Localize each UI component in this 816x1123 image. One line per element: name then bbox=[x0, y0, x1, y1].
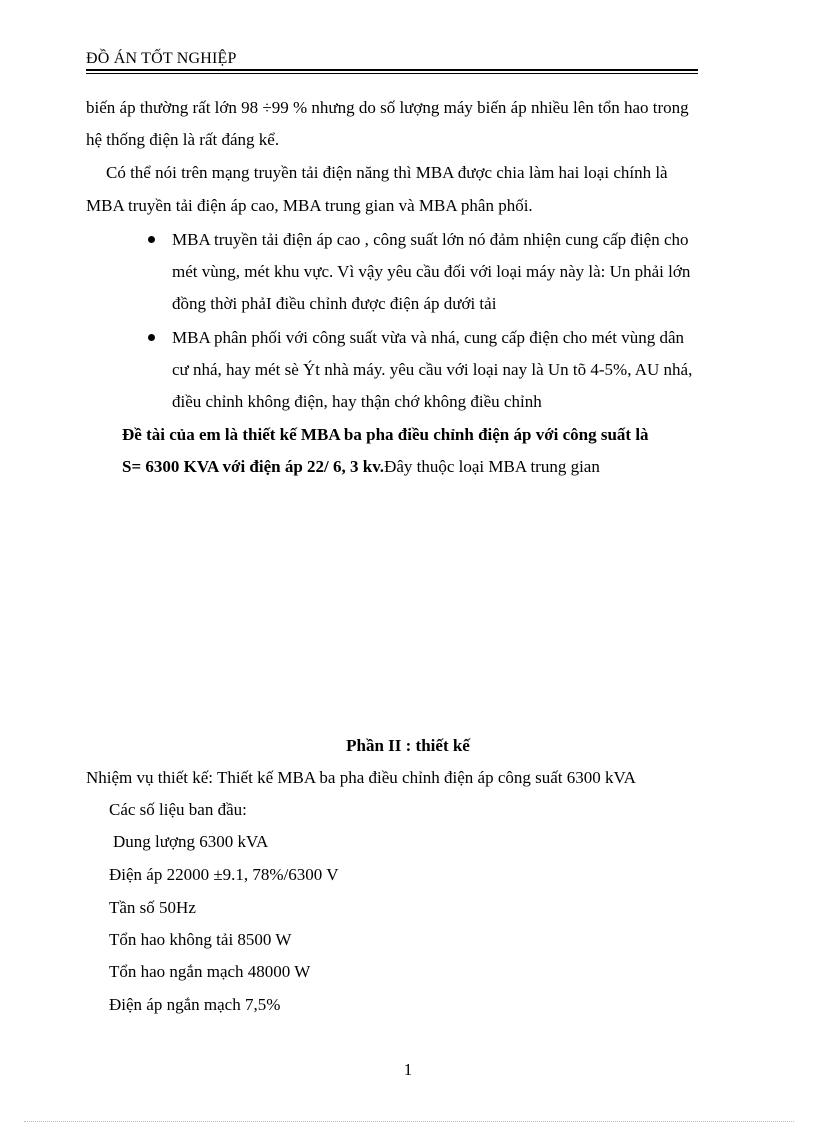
spec-short-circuit-voltage: Điện áp ngắn mạch 7,5% bbox=[109, 995, 281, 1014]
header-rule-thick bbox=[86, 69, 698, 71]
bullet-1-line-1: MBA truyền tải điện áp cao , công suất lớn nó đảm nhiện cung cấp điện cho bbox=[172, 230, 689, 249]
spec-frequency: Tần số 50Hz bbox=[109, 898, 196, 917]
initial-data-label: Các số liệu ban đầu: bbox=[109, 800, 247, 819]
bullet-2-line-1: MBA phân phối với công suất vừa và nhá, cung cấp điện cho mét vùng dân bbox=[172, 328, 685, 347]
bullet-1-line-2: mét vùng, mét khu vực. Vì vậy yêu cầu đối với loại máy này là: Un phải lớn bbox=[172, 262, 691, 281]
bullet-icon bbox=[148, 334, 155, 341]
page-bottom-border bbox=[24, 1121, 794, 1122]
paragraph-2-line-1: Có thể nói trên mạng truyền tải điện năng thì MBA được chia làm hai loại chính là bbox=[106, 163, 668, 182]
paragraph-1-line-2: hệ thống điện là rất đáng kể. bbox=[86, 130, 280, 149]
spec-short-circuit-loss: Tổn hao ngắn mạch 48000 W bbox=[109, 962, 311, 981]
spec-capacity: Dung lượng 6300 kVA bbox=[113, 832, 269, 851]
design-task: Nhiệm vụ thiết kế: Thiết kế MBA ba pha điều chỉnh điện áp công suất 6300 kVA bbox=[86, 768, 636, 787]
topic-line-1: Đề tài của em là thiết kế MBA ba pha điều chỉnh điện áp với công suất là bbox=[122, 425, 649, 444]
topic-power-spec: S= 6300 KVA với điện áp 22/ 6, 3 kv. bbox=[122, 457, 385, 476]
topic-category: Đây thuộc loại MBA trung gian bbox=[384, 457, 600, 476]
bullet-2-line-2: cư nhá, hay mét sè Ýt nhà máy. yêu cầu với loại nay là Un tõ 4-5%, AU nhá, bbox=[172, 360, 693, 379]
paragraph-2-line-2: MBA truyền tải điện áp cao, MBA trung gian và MBA phân phối. bbox=[86, 196, 533, 215]
header-title: ĐỒ ÁN TỐT NGHIỆP bbox=[86, 50, 237, 67]
topic-line-2 bbox=[122, 456, 600, 478]
spec-voltage: Điện áp 22000 ±9.1, 78%/6300 V bbox=[109, 865, 339, 884]
paragraph-1-line-1: biến áp thường rất lớn 98 ÷99 % nhưng do số lượng máy biến áp nhiều lên tổn hao trong bbox=[86, 98, 689, 117]
section-title: Phần II : thiết kế bbox=[346, 736, 470, 755]
header-rule-thin bbox=[86, 73, 698, 74]
spec-no-load-loss: Tổn hao không tải 8500 W bbox=[109, 930, 292, 949]
page-number: 1 bbox=[403, 1060, 413, 1079]
bullet-1-line-3: đồng thời phảI điều chỉnh được điện áp dưới tải bbox=[172, 294, 497, 313]
bullet-icon bbox=[148, 236, 155, 243]
bullet-2-line-3: điều chỉnh không điện, hay thận chớ không điều chỉnh bbox=[172, 392, 542, 411]
